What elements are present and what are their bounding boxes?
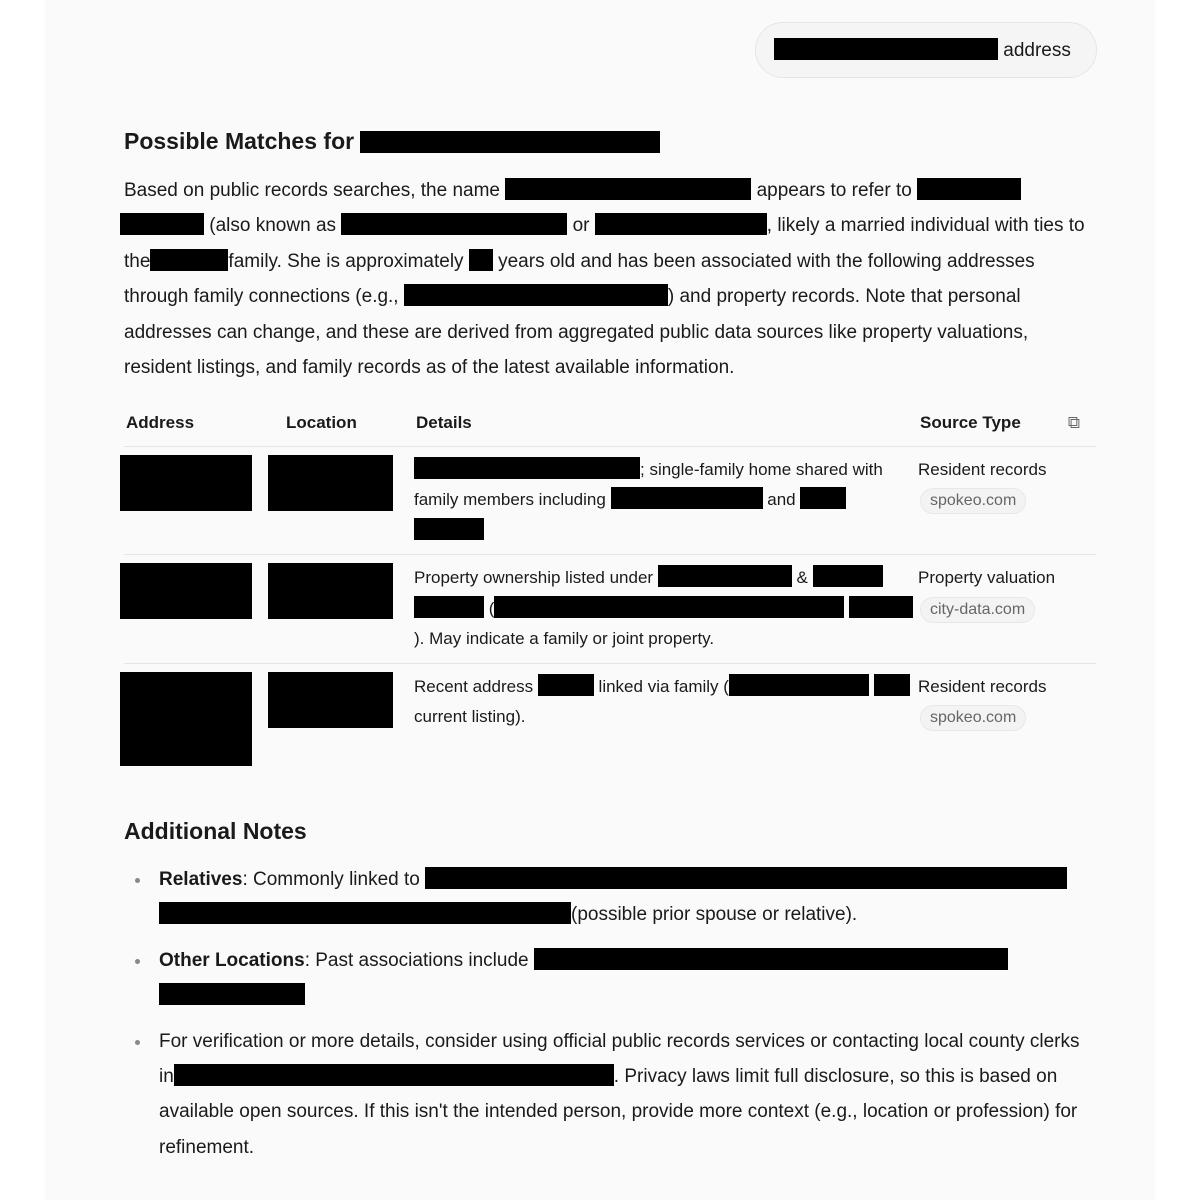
redacted bbox=[360, 131, 660, 153]
table-cell bbox=[414, 446, 918, 555]
text: ) and property records. Note that personal addresses can change, and these are derived from aggregated public data sources like property valuations, resident listings, and family records as of the latest available information. bbox=[124, 286, 1029, 379]
text: ( bbox=[488, 598, 495, 618]
redacted-block bbox=[611, 487, 763, 509]
user-query-bubble bbox=[755, 22, 1097, 78]
redacted-block bbox=[120, 563, 252, 619]
redacted-block bbox=[414, 457, 640, 479]
table-cell bbox=[284, 663, 414, 780]
text: Other Locations bbox=[159, 949, 305, 971]
text: & bbox=[796, 568, 808, 587]
redacted-block bbox=[414, 518, 484, 540]
redacted-block bbox=[404, 284, 668, 306]
address-table bbox=[124, 400, 1096, 780]
text: , likely a married individual with ties to the bbox=[124, 215, 1085, 272]
redacted-block bbox=[494, 596, 844, 618]
table-cell bbox=[124, 663, 284, 780]
redacted-block bbox=[174, 1064, 614, 1086]
redacted-block bbox=[874, 674, 910, 696]
redacted-block bbox=[159, 902, 571, 924]
list-item bbox=[124, 943, 1094, 1014]
redacted-block bbox=[120, 213, 204, 235]
redacted-block bbox=[120, 672, 252, 766]
redacted-block bbox=[534, 948, 1008, 970]
query-text: address bbox=[1003, 40, 1071, 61]
list-item bbox=[124, 1024, 1094, 1166]
source-type: Resident records bbox=[918, 676, 1047, 696]
text: For verification or more details, consider using official public records services or contacting local county clerks in bbox=[159, 1030, 1080, 1088]
redacted-block bbox=[595, 213, 767, 235]
intro-paragraph bbox=[124, 173, 1094, 385]
redacted-block bbox=[268, 563, 393, 619]
redacted-block bbox=[538, 674, 594, 696]
text: (also known as bbox=[209, 215, 337, 237]
source-chip[interactable]: city-data.com bbox=[920, 597, 1035, 623]
text: : Past associations include bbox=[304, 949, 529, 971]
text: current listing). bbox=[414, 707, 526, 726]
header-address: Address bbox=[124, 400, 284, 446]
redacted-block bbox=[813, 565, 883, 587]
source-type: Property valuation bbox=[918, 568, 1056, 587]
redacted-block bbox=[341, 213, 567, 235]
redacted-block bbox=[729, 674, 869, 696]
text: or bbox=[572, 215, 590, 237]
table-cell bbox=[284, 446, 414, 555]
table-cell bbox=[284, 555, 414, 664]
source-chip[interactable]: spokeo.com bbox=[920, 705, 1026, 731]
table-row bbox=[124, 555, 1096, 664]
table-row bbox=[124, 663, 1096, 780]
redacted-block bbox=[917, 178, 1021, 200]
text: and bbox=[767, 490, 796, 509]
table-cell bbox=[918, 555, 1096, 664]
text: Source Type bbox=[920, 412, 1021, 432]
table-row bbox=[124, 446, 1096, 555]
table-cell bbox=[124, 555, 284, 664]
redacted-block bbox=[425, 867, 1067, 889]
source-chip[interactable]: spokeo.com bbox=[920, 488, 1026, 514]
text: appears to refer to bbox=[756, 180, 912, 201]
text: Relatives bbox=[159, 869, 243, 890]
redacted-block bbox=[505, 178, 751, 200]
text: ; single-family home shared with family members including bbox=[414, 459, 883, 509]
notes-heading: Additional Notes bbox=[124, 818, 307, 844]
redacted bbox=[774, 38, 998, 60]
header-source-type bbox=[918, 400, 1096, 446]
text: Recent address bbox=[414, 676, 534, 696]
table-cell bbox=[414, 663, 918, 780]
redacted-block bbox=[120, 455, 252, 511]
text: . Privacy laws limit full disclosure, so this is based on available open sources. If this isn't the intended person, provide more context (e.g., location or profession) for refinement. bbox=[159, 1066, 1078, 1158]
text: linked via family ( bbox=[598, 676, 729, 696]
redacted-block bbox=[268, 455, 393, 511]
redacted-block bbox=[414, 596, 484, 618]
redacted-block bbox=[800, 487, 846, 509]
table-cell bbox=[918, 446, 1096, 555]
text: family. She is approximately bbox=[228, 250, 464, 272]
redacted-block bbox=[469, 249, 493, 271]
redacted-block bbox=[658, 565, 792, 587]
redacted-block bbox=[159, 983, 305, 1005]
text: Based on public records searches, the name bbox=[124, 180, 500, 201]
text: years old and has been associated with the following addresses through family connections (e.g., bbox=[124, 250, 1035, 308]
text: Possible Matches for bbox=[124, 128, 355, 154]
list-item bbox=[124, 862, 1094, 933]
notes-list bbox=[124, 862, 1094, 1175]
redacted-block bbox=[849, 596, 913, 618]
table-cell bbox=[918, 663, 1096, 780]
source-type: Resident records bbox=[918, 459, 1047, 479]
header-location: Location bbox=[284, 400, 414, 446]
text: (possible prior spouse or relative). bbox=[571, 904, 858, 926]
redacted-block bbox=[150, 249, 228, 271]
results-heading bbox=[124, 128, 660, 155]
header-details: Details bbox=[414, 400, 918, 446]
table-cell bbox=[124, 446, 284, 555]
table-cell bbox=[414, 555, 918, 664]
copy-icon[interactable]: ⧉ bbox=[1067, 412, 1080, 432]
text: Property ownership listed under bbox=[414, 568, 654, 587]
redacted-block bbox=[268, 672, 393, 728]
text: : Commonly linked to bbox=[242, 869, 420, 890]
text: ). May indicate a family or joint property. bbox=[414, 629, 715, 648]
